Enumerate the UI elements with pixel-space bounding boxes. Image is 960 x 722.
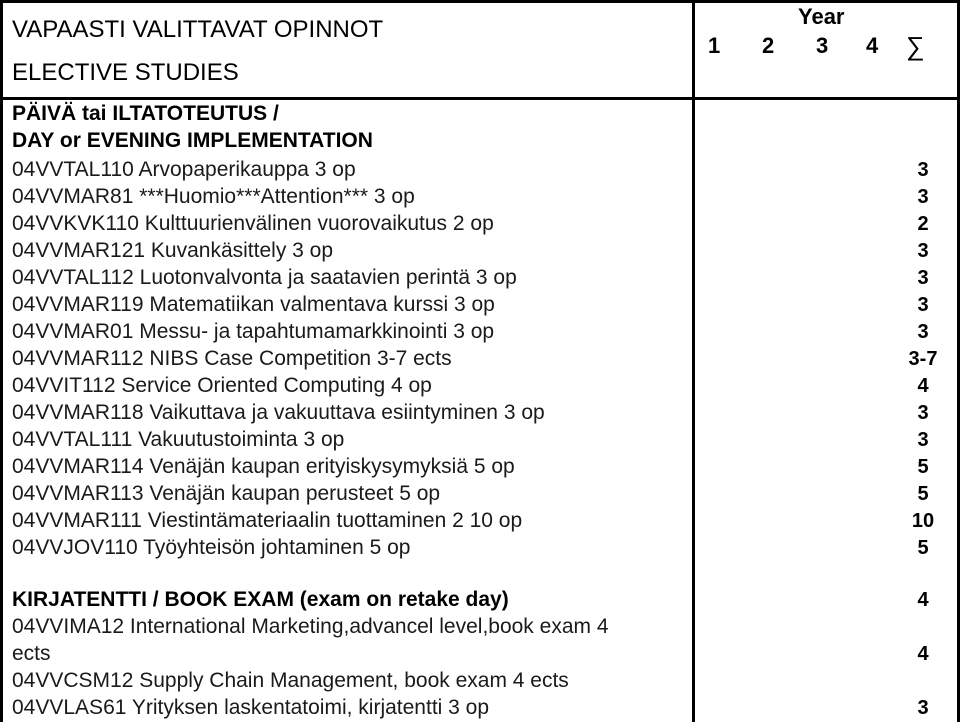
book-exam-course-1-line2: ects xyxy=(12,642,51,665)
section2-heading: KIRJATENTTI / BOOK EXAM (exam on retake day) xyxy=(12,588,509,611)
table-border-left xyxy=(0,0,3,722)
course-row-credits: 3 xyxy=(917,294,929,316)
course-row-text: 04VVMAR111 Viestintämateriaalin tuottaminen 2 10 op xyxy=(12,509,523,532)
title-finnish: VAPAASTI VALITTAVAT OPINNOT xyxy=(12,16,384,43)
course-row-text: 04VVTAL110 Arvopaperikauppa 3 op xyxy=(12,158,356,181)
course-row-text: 04VVMAR01 Messu- ja tapahtumamarkkinointi 3 op xyxy=(12,320,495,343)
book-exam-course-2: 04VVCSM12 Supply Chain Management, book exam 4 ects xyxy=(12,669,569,692)
course-row-credits: 3 xyxy=(917,186,929,208)
course-row-text: 04VVMAR121 Kuvankäsittely 3 op xyxy=(12,239,334,262)
section1-heading-line2: DAY or EVENING IMPLEMENTATION xyxy=(12,129,373,152)
course-row-credits: 10 xyxy=(911,510,935,532)
course-row-text: 04VVMAR114 Venäjän kaupan erityiskysymyksiä 5 op xyxy=(12,455,515,478)
year-column-4: 4 xyxy=(866,33,879,58)
course-row-credits: 3 xyxy=(917,159,929,181)
course-row-credits: 5 xyxy=(917,537,929,559)
course-row-credits: 3 xyxy=(917,321,929,343)
course-row-text: 04VVMAR118 Vaikuttava ja vakuuttava esiintyminen 3 op xyxy=(12,401,545,424)
year-label: Year xyxy=(798,4,845,29)
course-row-credits: 5 xyxy=(917,483,929,505)
book-exam-credits-1: 4 xyxy=(917,589,929,611)
course-row-credits: 3 xyxy=(917,240,929,262)
course-row-credits: 4 xyxy=(917,375,929,397)
book-exam-credits-2: 4 xyxy=(917,643,929,665)
course-row-text: 04VVTAL111 Vakuutustoiminta 3 op xyxy=(12,428,345,451)
title-english: ELECTIVE STUDIES xyxy=(12,59,239,86)
course-row-text: 04VVIT112 Service Oriented Computing 4 op xyxy=(12,374,432,397)
book-exam-course-1-line1: 04VVIMA12 International Marketing,advancel level,book exam 4 xyxy=(12,615,609,638)
section1-heading-line1: PÄIVÄ tai ILTATOTEUTUS / xyxy=(12,102,279,125)
course-row-credits: 5 xyxy=(917,456,929,478)
book-exam-credits-3: 3 xyxy=(917,697,929,719)
course-row-credits: 3-7 xyxy=(908,348,938,370)
book-exam-course-3: 04VVLAS61 Yrityksen laskentatoimi, kirjatentti 3 op xyxy=(12,696,490,719)
course-row-text: 04VVMAR113 Venäjän kaupan perusteet 5 op xyxy=(12,482,441,505)
year-column-2: 2 xyxy=(762,33,775,58)
column-divider xyxy=(692,0,695,722)
sum-column: ∑ xyxy=(906,31,925,61)
course-row-text: 04VVJOV110 Työyhteisön johtaminen 5 op xyxy=(12,536,411,559)
course-row-text: 04VVTAL112 Luotonvalvonta ja saatavien perintä 3 op xyxy=(12,266,517,289)
course-row-credits: 2 xyxy=(917,213,929,235)
course-row-text: 04VVMAR81 ***Huomio***Attention*** 3 op xyxy=(12,185,415,208)
table-border-top xyxy=(0,0,960,3)
course-row-credits: 3 xyxy=(917,402,929,424)
year-column-3: 3 xyxy=(816,33,829,58)
year-column-1: 1 xyxy=(708,33,721,58)
course-row-text: 04VVMAR112 NIBS Case Competition 3-7 ects xyxy=(12,347,452,370)
course-row-credits: 3 xyxy=(917,267,929,289)
course-row-text: 04VVKVK110 Kulttuurienvälinen vuorovaikutus 2 op xyxy=(12,212,494,235)
course-row-text: 04VVMAR119 Matematiikan valmentava kurssi 3 op xyxy=(12,293,495,316)
course-row-credits: 3 xyxy=(917,429,929,451)
